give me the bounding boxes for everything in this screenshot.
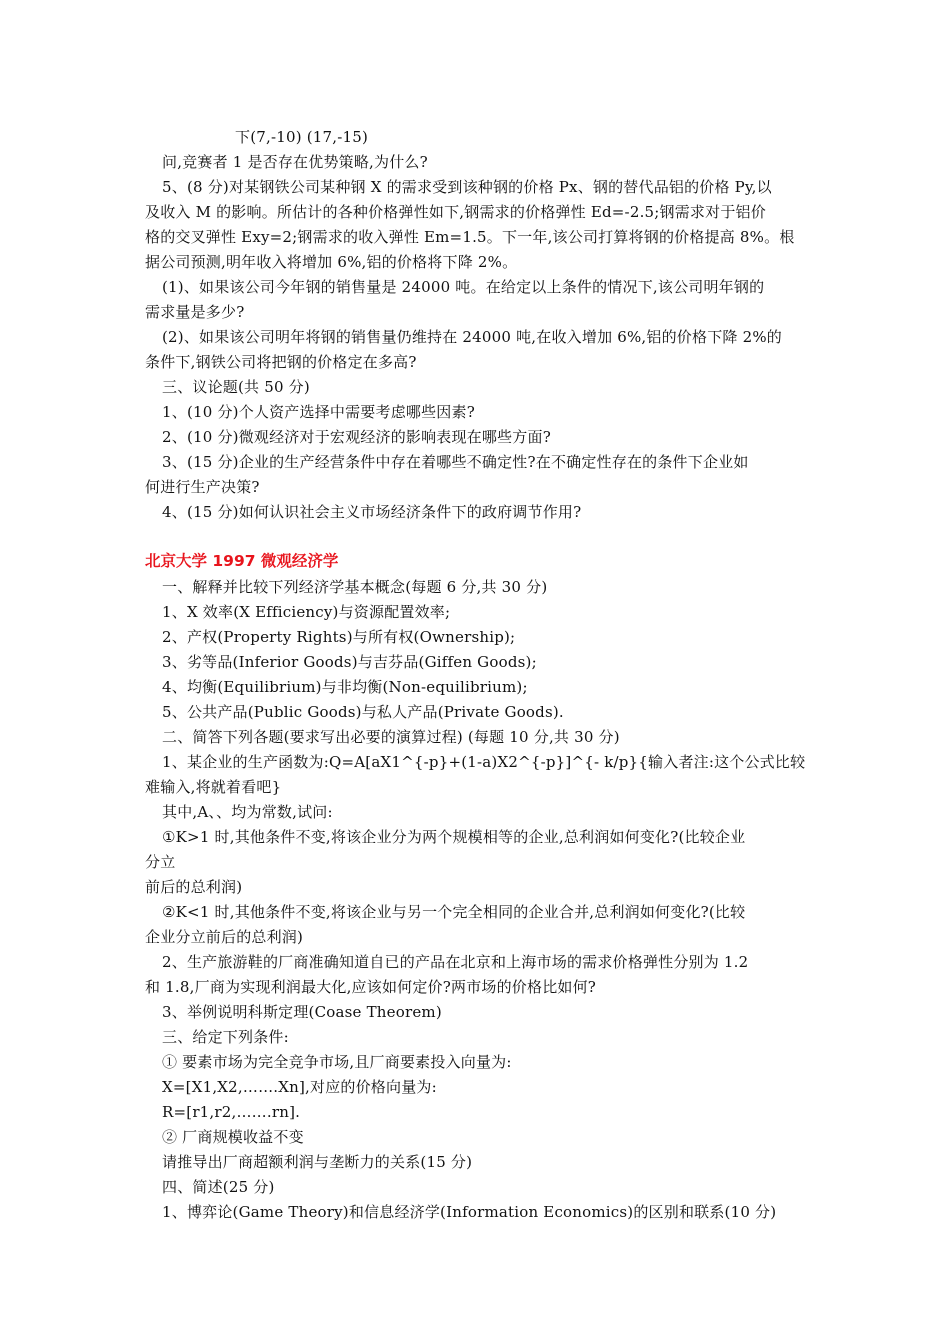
- short-answer-question: 3、举例说明科斯定理(Coase Theorem): [162, 1003, 442, 1021]
- question-5-part-2: (2)、如果该公司明年将钢的销售量仍维持在 24000 吨,在收入增加 6%,铝的价格下降 2%的: [162, 328, 782, 346]
- condition-item: ② 厂商规模收益不变: [162, 1128, 304, 1146]
- short-answer-question: 1、某企业的生产函数为:Q=A[aX1^{-p}+(1-a)X2^{-p}]^{- k/p}{输入者注:这个公式比较: [162, 753, 806, 771]
- concept-item: 5、公共产品(Public Goods)与私人产品(Private Goods).: [162, 703, 564, 721]
- sub-question: ②K<1 时,其他条件不变,将该企业与另一个完全相同的企业合并,总利润如何变化?(比较: [162, 903, 746, 921]
- concept-item: 1、X 效率(X Efficiency)与资源配置效率;: [162, 603, 451, 621]
- sub-question: 前后的总利润): [145, 878, 243, 896]
- section-heading: 三、议论题(共 50 分): [162, 378, 310, 396]
- section-heading: 三、给定下列条件:: [162, 1028, 289, 1046]
- derivation-question: 请推导出厂商超额利润与垄断力的关系(15 分): [162, 1153, 473, 1171]
- question-text: 问,竞赛者 1 是否存在优势策略,为什么?: [162, 153, 428, 171]
- question-5-text: 及收入 M 的影响。所估计的各种价格弹性如下,钢需求的价格弹性 Ed=-2.5;钢需求对于铝价: [145, 203, 766, 221]
- payoff-row-text: 下(7,-10) (17,-15): [235, 128, 369, 146]
- short-answer-question: 其中,A、、均为常数,试问:: [162, 803, 333, 821]
- sub-question: ①K>1 时,其他条件不变,将该企业分为两个规模相等的企业,总利润如何变化?(比较企业: [162, 828, 746, 846]
- discussion-question: 何进行生产决策?: [145, 478, 260, 496]
- condition-item: R=[r1,r2,…….rn].: [162, 1103, 301, 1121]
- condition-item: X=[X1,X2,…….Xn],对应的价格向量为:: [162, 1078, 437, 1096]
- question-5-part-2: 条件下,钢铁公司将把钢的价格定在多高?: [145, 353, 417, 371]
- discussion-question: 4、(15 分)如何认识社会主义市场经济条件下的政府调节作用?: [162, 503, 582, 521]
- question-5-text: 格的交叉弹性 Exy=2;钢需求的收入弹性 Em=1.5。下一年,该公司打算将钢的价格提高 8%。根: [145, 228, 795, 246]
- section-heading: 二、简答下列各题(要求写出必要的演算过程) (每题 10 分,共 30 分): [162, 728, 620, 746]
- question-5-text: 据公司预测,明年收入将增加 6%,铝的价格将下降 2%。: [145, 253, 518, 271]
- discussion-question: 2、(10 分)微观经济对于宏观经济的影响表现在哪些方面?: [162, 428, 551, 446]
- essay-question: 1、博弈论(Game Theory)和信息经济学(Information Economics)的区别和联系(10 分): [162, 1203, 777, 1221]
- concept-item: 2、产权(Property Rights)与所有权(Ownership);: [162, 628, 516, 646]
- section-heading: 四、简述(25 分): [162, 1178, 275, 1196]
- exam-title: 北京大学 1997 微观经济学: [145, 552, 339, 570]
- sub-question: 企业分立前后的总利润): [145, 928, 304, 946]
- discussion-question: 1、(10 分)个人资产选择中需要考虑哪些因素?: [162, 403, 475, 421]
- sub-question: 分立: [145, 853, 176, 871]
- discussion-question: 3、(15 分)企业的生产经营条件中存在着哪些不确定性?在不确定性存在的条件下企业如: [162, 453, 749, 471]
- short-answer-question: 2、生产旅游鞋的厂商准确知道自已的产品在北京和上海市场的需求价格弹性分别为 1.2: [162, 953, 749, 971]
- short-answer-question: 难输入,将就着看吧}: [145, 778, 282, 796]
- section-heading: 一、解释并比较下列经济学基本概念(每题 6 分,共 30 分): [162, 578, 548, 596]
- question-5-part-1: 需求量是多少?: [145, 303, 245, 321]
- question-5-text: 5、(8 分)对某钢铁公司某种钢 X 的需求受到该种钢的价格 Px、钢的替代品铝的价格 Py,以: [162, 178, 772, 196]
- question-5-part-1: (1)、如果该公司今年钢的销售量是 24000 吨。在给定以上条件的情况下,该公司明年钢的: [162, 278, 765, 296]
- condition-item: ① 要素市场为完全竞争市场,且厂商要素投入向量为:: [162, 1053, 512, 1071]
- short-answer-question: 和 1.8,厂商为实现利润最大化,应该如何定价?两市场的价格比如何?: [145, 978, 597, 996]
- concept-item: 4、均衡(Equilibrium)与非均衡(Non-equilibrium);: [162, 678, 528, 696]
- concept-item: 3、劣等品(Inferior Goods)与吉芬品(Giffen Goods);: [162, 653, 537, 671]
